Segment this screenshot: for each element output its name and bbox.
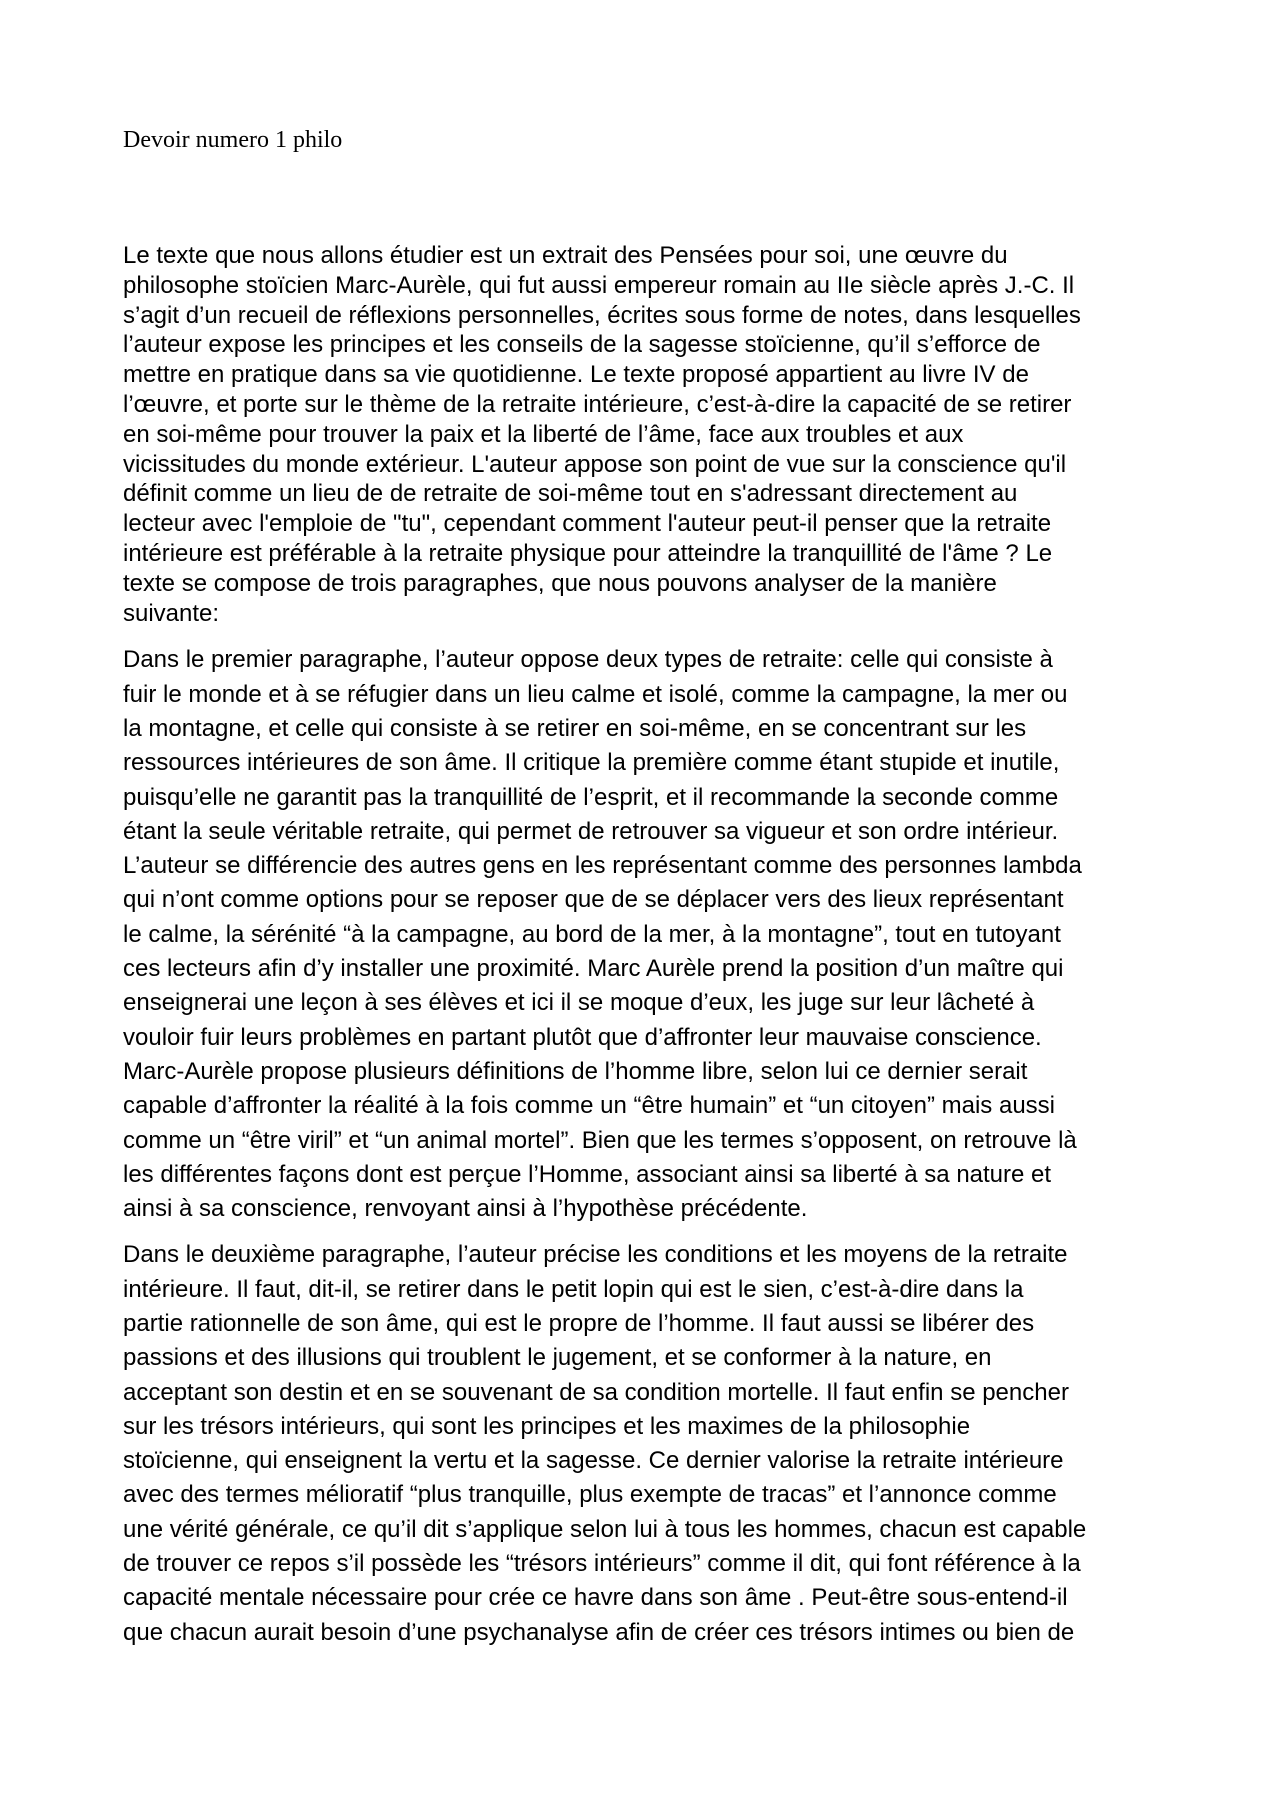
paragraph-2 [123, 1238, 1173, 1650]
text-line: mettre en pratique dans sa vie quotidienne. Le texte proposé appartient au livre IV de [123, 361, 1029, 389]
text-line: puisqu’elle ne garantit pas la tranquillité de l’esprit, et il recommande la seconde comme [123, 783, 1059, 811]
text-line: L’auteur se différencie des autres gens en les représentant comme des personnes lambda [123, 852, 1082, 880]
text-line: suivante: [123, 599, 220, 627]
document-body [123, 241, 1173, 1662]
text-line: l’œuvre, et porte sur le thème de la retraite intérieure, c’est-à-dire la capacité de se retirer [123, 390, 1072, 418]
text-line: ressources intérieures de son âme. Il critique la première comme étant stupide et inutile, [123, 749, 1060, 777]
text-line: passions et des illusions qui troublent le jugement, et se conformer à la nature, en [123, 1344, 992, 1372]
text-line: que chacun aurait besoin d’une psychanalyse afin de créer ces trésors intimes ou bien de [123, 1618, 1075, 1646]
text-line: texte se compose de trois paragraphes, que nous pouvons analyser de la manière [123, 569, 997, 597]
text-line: les différentes façons dont est perçue l’Homme, associant ainsi sa liberté à sa nature et [123, 1160, 1052, 1188]
text-line: définit comme un lieu de de retraite de soi-même tout en s'adressant directement au [123, 480, 1018, 508]
text-line: capacité mentale nécessaire pour crée ce havre dans son âme . Peut-être sous-entend-il [123, 1584, 1068, 1612]
text-line: enseignerai une leçon à ses élèves et ici il se moque d’eux, les juge sur leur lâcheté à [123, 989, 1035, 1017]
text-line: partie rationnelle de son âme, qui est le propre de l’homme. Il faut aussi se libérer des [123, 1310, 1035, 1337]
text-line: l’auteur expose les principes et les conseils de la sagesse stoïcienne, qu’il s’efforce de [123, 331, 1041, 359]
text-line: en soi-même pour trouver la paix et la liberté de l’âme, face aux troubles et aux [123, 420, 964, 448]
text-line: intérieure. Il faut, dit-il, se retirer dans le petit lopin qui est le sien, c’est-à-dire dans la [123, 1275, 1024, 1303]
text-line: Le texte que nous allons étudier est un extrait des Pensées pour soi, une œuvre du [123, 242, 1008, 269]
text-line: stoïcienne, qui enseignent la vertu et la sagesse. Ce dernier valorise la retraite intérieure [123, 1447, 1064, 1475]
text-line: intérieure est préférable à la retraite physique pour atteindre la tranquillité de l'âme ? Le [123, 539, 1053, 567]
text-line: s’agit d’un recueil de réflexions personnelles, écrites sous forme de notes, dans lesquelles [123, 301, 1081, 329]
text-line: qui n’ont comme options pour se reposer que de se déplacer vers des lieux représentant [123, 886, 1064, 914]
text-line: une vérité générale, ce qu’il dit s’applique selon lui à tous les hommes, chacun est capable [123, 1515, 1087, 1543]
text-line: Marc-Aurèle propose plusieurs définitions de l’homme libre, selon lui ce dernier serait [123, 1057, 1028, 1085]
paragraph-intro [123, 241, 1173, 628]
text-line: la montagne, et celle qui consiste à se retirer en soi-même, en se concentrant sur les [123, 714, 1027, 742]
text-line: ainsi à sa conscience, renvoyant ainsi à l’hypothèse précédente. [123, 1195, 808, 1223]
text-line: de trouver ce repos s’il possède les “trésors intérieurs” comme il dit, qui font référence à la [123, 1550, 1081, 1578]
text-line: acceptant son destin et en se souvenant de sa condition mortelle. Il faut enfin se pencher [123, 1378, 1069, 1406]
text-line: vouloir fuir leurs problèmes en partant plutôt que d’affronter leur mauvaise conscience. [123, 1023, 1042, 1051]
text-line: comme un “être viril” et “un animal mortel”. Bien que les termes s’opposent, on retrouve là [123, 1126, 1077, 1154]
text-line: Dans le premier paragraphe, l’auteur oppose deux types de retraite: celle qui consiste à [123, 646, 1053, 674]
text-line: sur les trésors intérieurs, qui sont les principes et les maximes de la philosophie [123, 1412, 971, 1440]
text-line: Dans le deuxième paragraphe, l’auteur précise les conditions et les moyens de la retraite [123, 1241, 1068, 1269]
text-line: fuir le monde et à se réfugier dans un lieu calme et isolé, comme la campagne, la mer ou [123, 680, 1068, 708]
text-line: capable d’affronter la réalité à la fois comme un “être humain” et “un citoyen” mais aussi [123, 1092, 1056, 1120]
text-line: vicissitudes du monde extérieur. L'auteur appose son point de vue sur la conscience qu'il [123, 450, 1067, 478]
paragraph-1 [123, 643, 1173, 1226]
text-line: philosophe stoïcien Marc-Aurèle, qui fut aussi empereur romain au IIe siècle après J.-C. Il [123, 271, 1075, 299]
text-line: étant la seule véritable retraite, qui permet de retrouver sa vigueur et son ordre intérieur. [123, 817, 1059, 845]
text-line: ces lecteurs afin d’y installer une proximité. Marc Aurèle prend la position d’un maître qui [123, 955, 1064, 983]
document-title: Devoir numero 1 philo [123, 127, 343, 153]
text-line: le calme, la sérénité “à la campagne, au bord de la mer, à la montagne”, tout en tutoyant [123, 920, 1061, 948]
text-line: avec des termes mélioratif “plus tranquille, plus exempte de tracas” et l’annonce comme [123, 1481, 1057, 1509]
text-line: lecteur avec l'emploie de "tu", cependant comment l'auteur peut-il penser que la retraite [123, 510, 1052, 538]
